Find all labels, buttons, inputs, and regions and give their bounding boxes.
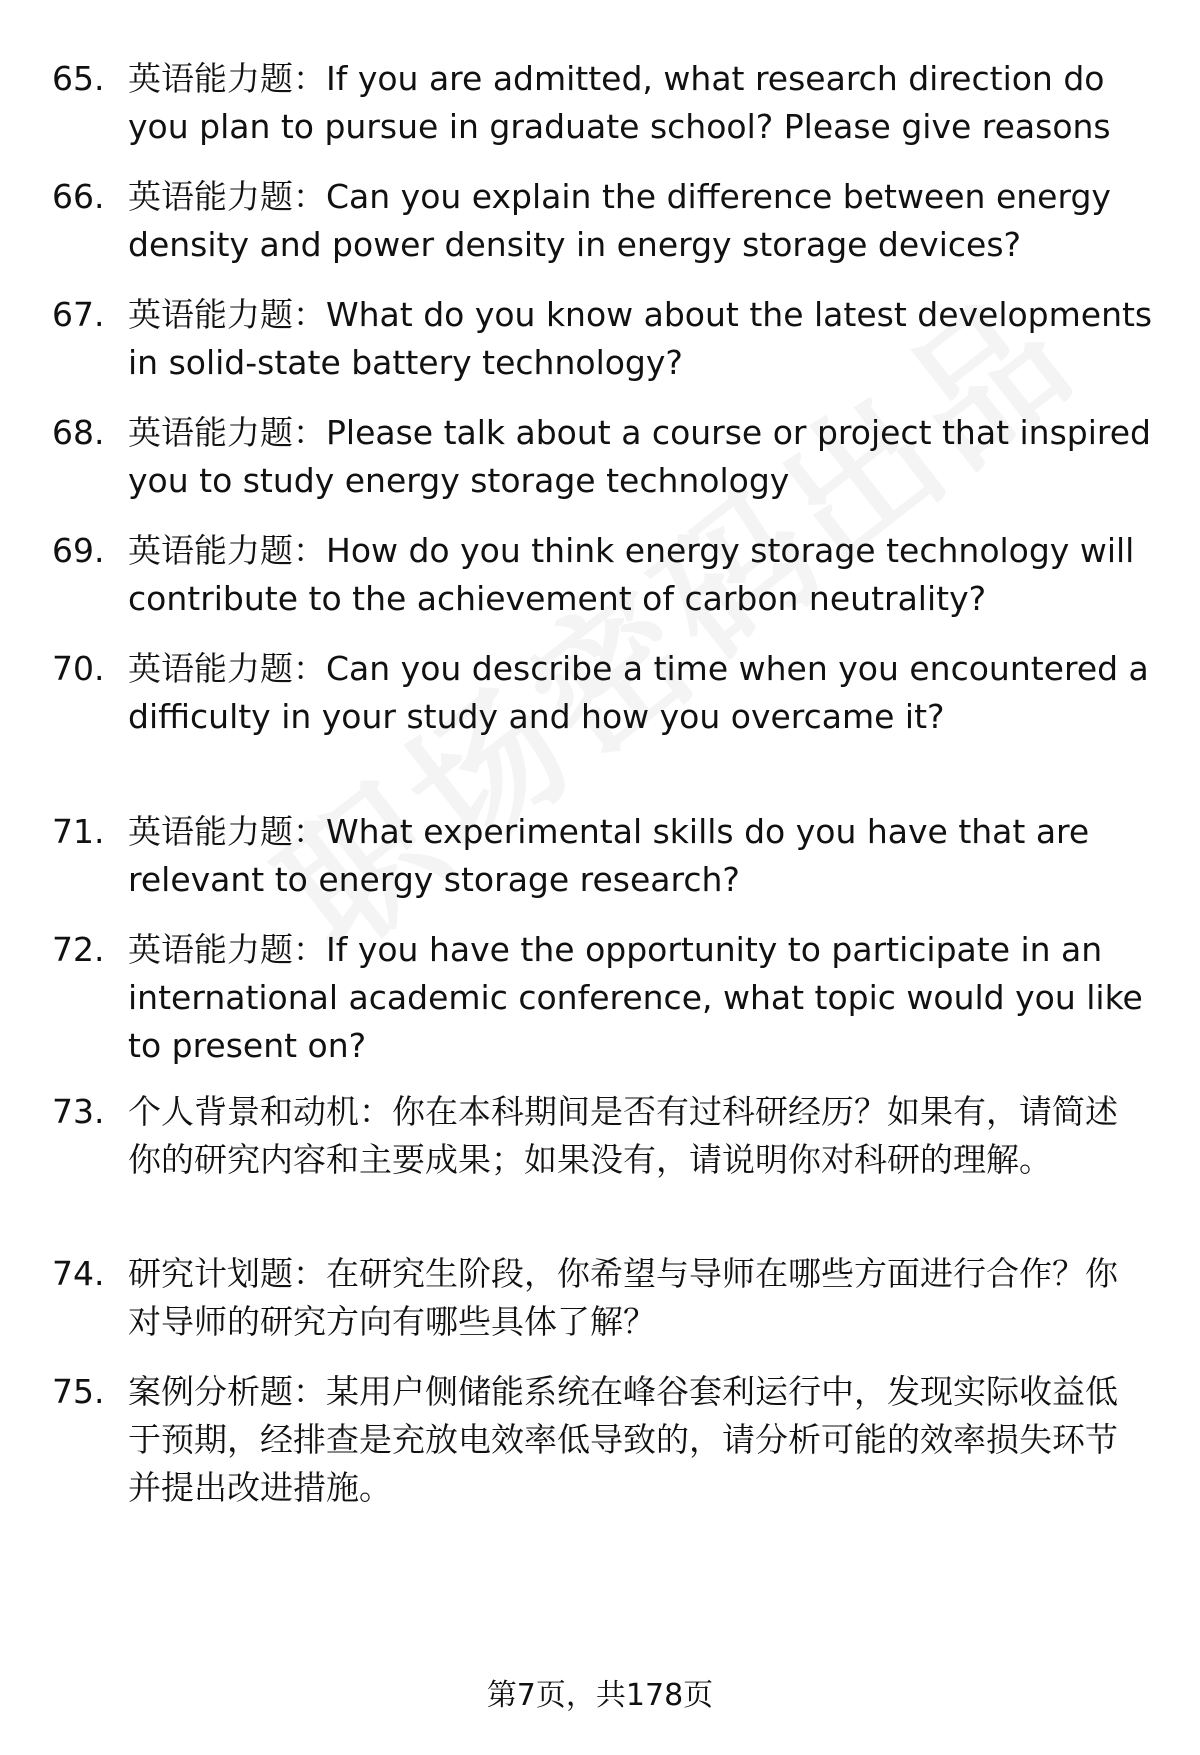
question-number: 66. [52, 177, 105, 216]
question-number: 68. [52, 413, 105, 452]
question-text: 英语能力题：If you are admitted, what research direction do you plan to pursue in graduate school? Please give reasons [128, 59, 1111, 146]
question-text: 英语能力题：Can you describe a time when you encountered a difficulty in your study and how you overcame it? [128, 649, 1149, 736]
question-text: 英语能力题：If you have the opportunity to participate in an international academic conference, what topic would you like to present on? [128, 930, 1143, 1065]
question-number: 74. [52, 1254, 105, 1293]
question-text: 英语能力题：What experimental skills do you have that are relevant to energy storage research? [128, 812, 1090, 899]
question-number: 65. [52, 59, 105, 98]
question-number: 73. [52, 1092, 105, 1131]
question-number: 69. [52, 531, 105, 570]
question-text: 英语能力题：Can you explain the difference between energy density and power density in energy storage devices? [128, 177, 1111, 264]
question-text: 英语能力题：What do you know about the latest developments in solid-state battery technology? [128, 295, 1153, 382]
question-number: 67. [52, 295, 105, 334]
question-number: 71. [52, 812, 105, 851]
question-number: 70. [52, 649, 105, 688]
question-text: 案例分析题：某用户侧储能系统在峰谷套利运行中，发现实际收益低于预期，经排查是充放电效率低导致的，请分析可能的效率损失环节并提出改进措施。 [128, 1372, 1118, 1507]
question-text: 个人背景和动机：你在本科期间是否有过科研经历？如果有，请简述你的研究内容和主要成果；如果没有，请说明你对科研的理解。 [128, 1092, 1118, 1179]
question-text: 英语能力题：Please talk about a course or project that inspired you to study energy storage technology [128, 413, 1151, 500]
question-text: 研究计划题：在研究生阶段，你希望与导师在哪些方面进行合作？你对导师的研究方向有哪些具体了解？ [128, 1254, 1118, 1341]
question-text: 英语能力题：How do you think energy storage technology will contribute to the achievement of carbon neutrality? [128, 531, 1135, 618]
question-number: 72. [52, 930, 105, 969]
page-number-footer: 第7页，共178页 [486, 1678, 714, 1713]
question-number: 75. [52, 1372, 105, 1411]
